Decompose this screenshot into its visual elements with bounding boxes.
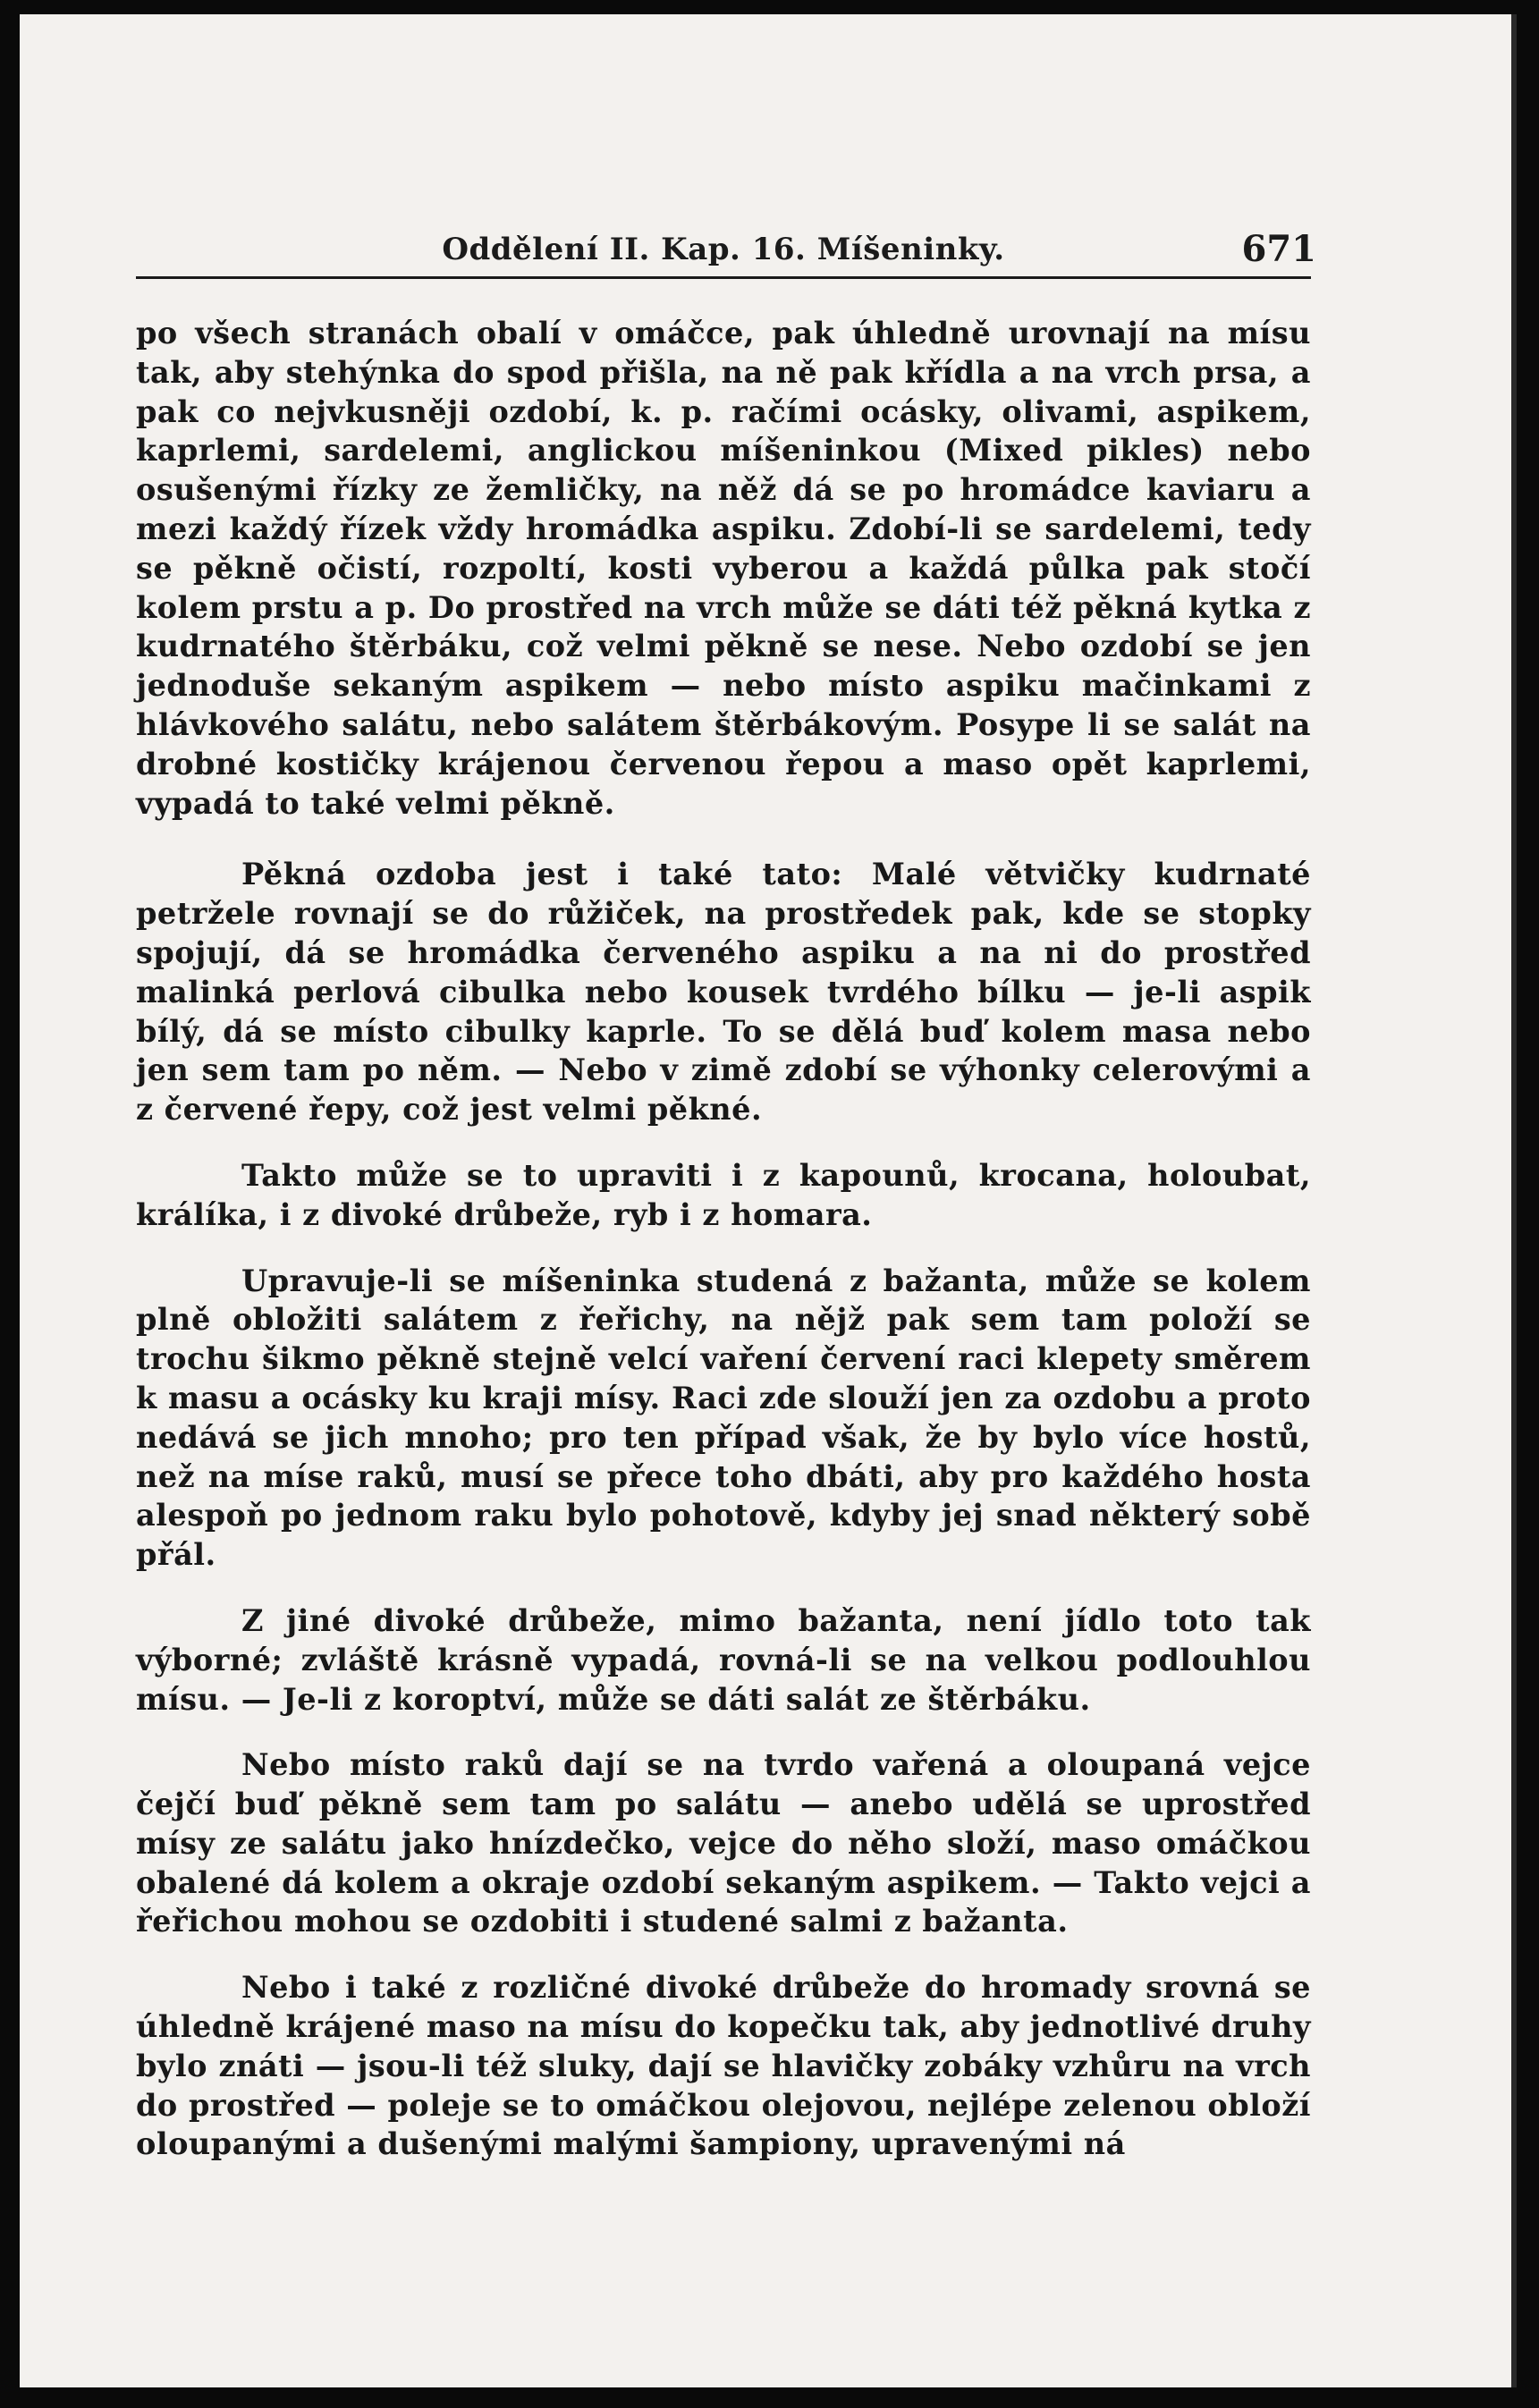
body-text bbox=[136, 314, 1311, 2164]
page-number: 671 bbox=[1241, 228, 1316, 270]
paragraph-wild-fowl: Z jiné divoké drůbeže, mimo bažanta, není jídlo toto tak výborné; zvláště krásně vypadá, rovná-li se na velkou podlouhlou mísu. — Je-li z koroptví, může se dáti salát ze štěrbáku. bbox=[136, 1602, 1311, 1717]
scanned-page bbox=[20, 14, 1517, 2387]
paragraph-mixed-fowl: Nebo i také z rozličné divoké drůbeže do hromady srovná se úhledně krájené maso na mísu do kopečku tak, aby jednotlivé druhy bylo znáti — jsou-li též sluky, dají se hlavičky zobáky vzhůru na vrch do prostřed — poleje se to omáčkou olejovou, nejlépe zelenou obloží oloupanými a dušenými malými šampiony, upravenými ná bbox=[136, 1970, 1311, 2162]
paragraph-continued: po všech stranách obalí v omáčce, pak úhledně urovnají na mísu tak, aby stehýnka do spod přišla, na ně pak křídla a na vrch prsa, a pak co nejvkusněji ozdobí, k. p. račími ocásky, olivami, aspikem, kaprlemi, sardelemi, anglickou míšeninkou (Mixed pikles) nebo osušenými řízky ze žemličky, na něž dá se po hromádce kaviaru a mezi každý řízek vždy hromádka aspiku. Zdobí-li se sardelemi, tedy se pěkně očistí, rozpoltí, kosti vyberou a každá půlka pak stočí kolem prstu a p. Do prostřed na vrch může se dáti též pěkná kytka z kudrnatého štěrbáku, což velmi pěkně se nese. Nebo ozdobí se jen jednoduše sekaným aspikem — nebo místo aspiku mačinkami z hlávkového salátu, nebo salátem štěrbákovým. Posype li se salát na drobné kostičky krájenou červenou řepou a maso opět kaprlemi, vypadá to také velmi pěkně. bbox=[136, 316, 1311, 821]
paragraph-variants: Takto může se to upraviti i z kapounů, krocana, holoubat, králíka, i z divoké drůbeže, ryb i z homara. bbox=[136, 1157, 1311, 1232]
paragraph-eggs: Nebo místo raků dají se na tvrdo vařená a oloupaná vejce čejčí buď pěkně sem tam po salátu — anebo udělá se uprostřed mísy ze salátu jako hnízdečko, vejce do něho složí, maso omáčkou obalené dá kolem a okraje ozdobí sekaným aspikem. — Takto vejci a řeřichou mohou se ozdobiti i studené salmi z bažanta. bbox=[136, 1747, 1311, 1939]
paragraph-pheasant: Upravuje-li se míšeninka studená z bažanta, může se kolem plně obložiti salátem z řeřichy, na nějž pak sem tam položí se trochu šikmo pěkně stejně velcí vaření červení raci klepety směrem k masu a ocásky ku kraji mísy. Raci zde slouží jen za ozdobu a proto nedává se jich mnoho; pro ten případ však, že by bylo více hostů, než na míse raků, musí se přece toho dbáti, aby pro každého hosta alespoň po jednom raku bylo pohotově, kdyby jej snad některý sobě přál. bbox=[136, 1263, 1311, 1573]
running-title: Oddělení II. Kap. 16. Míšeninky. bbox=[442, 232, 1005, 267]
page-header bbox=[136, 223, 1316, 279]
paragraph-ornament: Pěkná ozdoba jest i také tato: Malé větvičky kudrnaté petržele rovnají se do růžiček, na prostředek pak, kde se stopky spojují, dá se hromádka červeného aspiku a na ni do prostřed malinká perlová cibulka nebo kousek tvrdého bílku — je-li aspik bílý, dá se místo cibulky kaprle. To se dělá buď kolem masa nebo jen sem tam po něm. — Nebo v zimě zdobí se výhonky celerovými a z červené řepy, což jest velmi pěkné. bbox=[136, 857, 1311, 1128]
